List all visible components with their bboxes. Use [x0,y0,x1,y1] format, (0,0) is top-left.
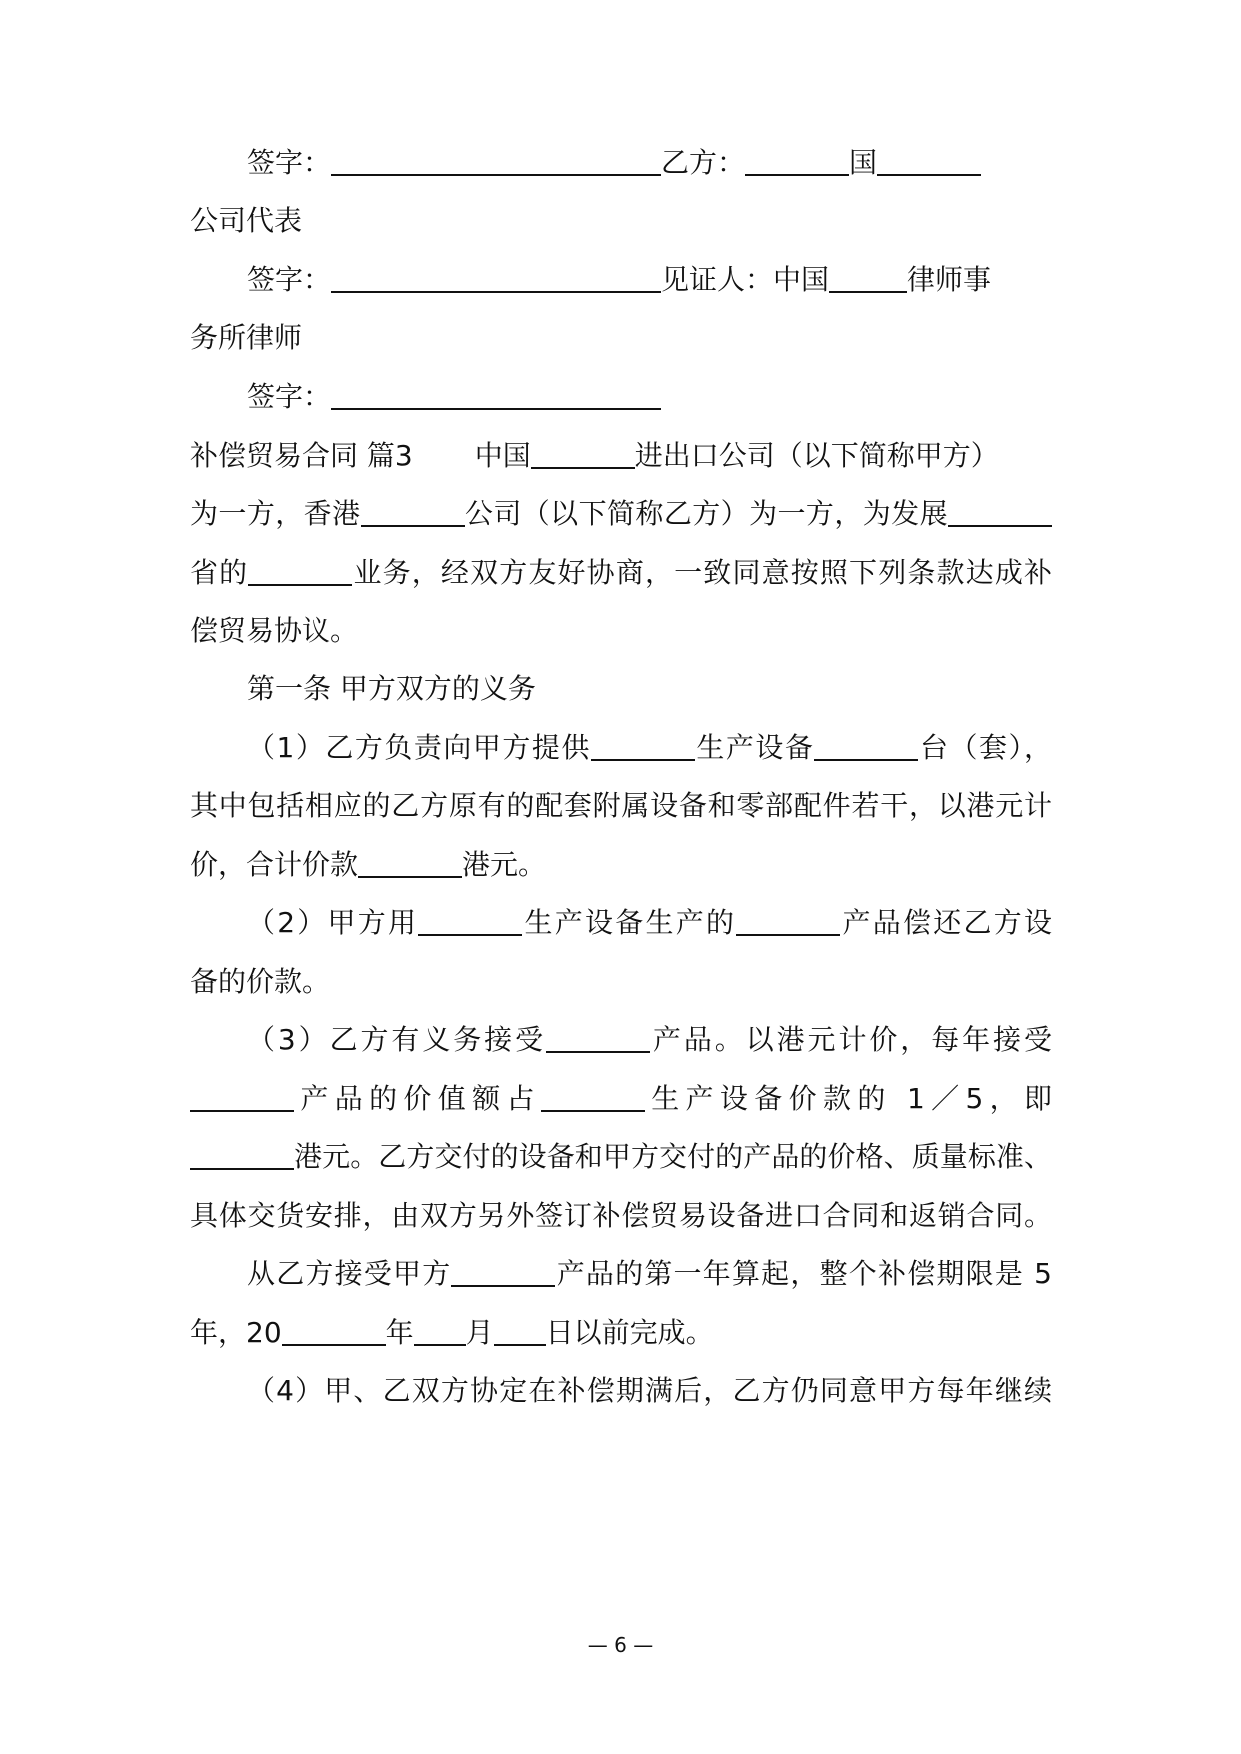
blank-field[interactable] [248,556,352,586]
blank-field[interactable] [541,1082,645,1112]
page-number: — 6 — [587,1633,654,1657]
blank-field[interactable] [190,1140,294,1170]
text: 公司（以下简称乙方）为一方，为发展 [464,497,948,530]
line-3 [247,260,1052,300]
blank-field[interactable] [531,439,635,469]
line-1 [247,143,1052,183]
text: 港元。 [462,848,547,881]
text: 中国 [474,439,531,472]
blank-field[interactable] [546,1023,650,1053]
text: 生产设备价款的 1／5，即 [644,1082,1052,1115]
line-17 [190,1079,1052,1119]
text: 进出口公司（以下简称甲方） [634,439,999,472]
text: 生产设备生产的 [522,906,737,939]
text: 产品的价值额占 [294,1082,541,1115]
section-title: 补偿贸易合同 篇3 [190,439,413,472]
text: 从乙方接受甲方 [247,1257,452,1290]
line-6 [190,436,1052,476]
line-10 [247,669,1052,709]
line-8 [190,553,1052,593]
line-2 [190,201,1052,241]
line-7 [190,494,1052,534]
blank-field[interactable] [282,1316,386,1346]
text: 台（套）， [918,731,1052,764]
blank-field[interactable] [494,1316,546,1346]
label-signature: 签字： [247,146,332,179]
blank-field[interactable] [331,380,661,410]
text: 公司代表 [190,204,303,237]
text: 月 [465,1316,494,1349]
text: 为一方，香港 [190,497,361,530]
line-18 [190,1137,1052,1177]
line-13 [190,845,1052,885]
blank-field[interactable] [331,263,661,293]
text: （3）乙方有义务接受 [247,1023,547,1056]
text: 生产设备 [694,731,815,764]
text: 日以前完成。 [545,1316,714,1349]
article-heading: 第一条 甲方双方的义务 [247,672,536,705]
text: 产品。以港元计价，每年接受 [650,1023,1052,1056]
blank-field[interactable] [418,906,522,936]
blank-field[interactable] [745,146,849,176]
line-22 [247,1371,1052,1411]
line-12 [190,786,1052,826]
line-14 [247,903,1052,943]
line-19 [190,1196,1052,1236]
text: 产品的第一年算起，整个补偿期限是 5 [555,1257,1052,1290]
blank-field[interactable] [414,1316,466,1346]
text: 产品偿还乙方设 [840,906,1052,939]
text: 价，合计价款 [190,848,359,881]
text: 省的 [190,556,249,589]
line-5 [247,377,1052,417]
blank-field[interactable] [591,731,695,761]
text: 业务，经双方友好协商，一致同意按照下列条款达成补 [352,556,1052,589]
blank-field[interactable] [948,497,1052,527]
text: 律师事 [907,263,992,296]
blank-field[interactable] [361,497,465,527]
line-9 [190,611,1052,651]
line-16 [247,1020,1052,1060]
blank-field[interactable] [331,146,661,176]
text: 年 [385,1316,414,1349]
text: 具体交货安排，由双方另外签订补偿贸易设备进口合同和返销合同。 [190,1199,1052,1232]
line-21 [190,1313,1052,1353]
text: （1）乙方负责向甲方提供 [247,731,591,764]
text: （4）甲、乙双方协定在补偿期满后，乙方仍同意甲方每年继续 [247,1374,1052,1407]
label-signature: 签字： [247,263,332,296]
text: 国 [849,146,878,179]
blank-field[interactable] [358,848,462,878]
text: 其中包括相应的乙方原有的配套附属设备和零部配件若干，以港元计 [190,789,1052,822]
text: 备的价款。 [190,965,331,998]
label-party-b: 乙方： [661,146,746,179]
text: （2）甲方用 [247,906,419,939]
blank-field[interactable] [877,146,981,176]
text: 港元。乙方交付的设备和甲方交付的产品的价格、质量标准、 [294,1140,1052,1173]
label-witness: 见证人：中国 [661,263,830,296]
blank-field[interactable] [829,263,907,293]
line-11 [247,728,1052,768]
blank-field[interactable] [736,906,840,936]
blank-field[interactable] [451,1257,555,1287]
text: 偿贸易协议。 [190,614,359,647]
text: 年，20 [190,1316,282,1349]
line-15 [190,962,1052,1002]
text: 务所律师 [190,321,303,354]
blank-field[interactable] [190,1082,294,1112]
line-20 [247,1254,1052,1294]
line-4 [190,318,1052,358]
label-signature: 签字： [247,380,332,413]
blank-field[interactable] [814,731,918,761]
